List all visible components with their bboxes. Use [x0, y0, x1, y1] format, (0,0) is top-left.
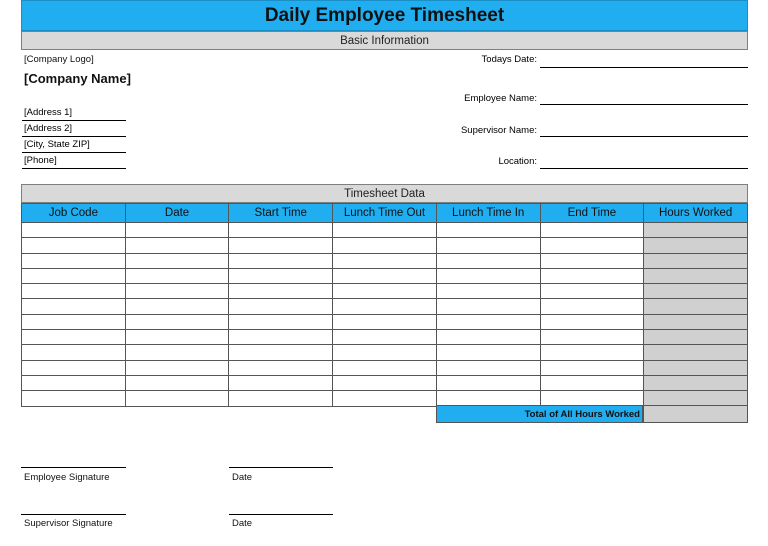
entry-cell[interactable] [229, 360, 333, 375]
entry-cell[interactable] [333, 330, 437, 345]
supervisor-signature-line[interactable] [21, 514, 126, 515]
table-row [22, 223, 748, 238]
company-name: [Company Name] [24, 71, 131, 86]
entry-cell[interactable] [125, 268, 229, 283]
entry-cell[interactable] [333, 223, 437, 238]
hours-worked-cell[interactable] [644, 375, 748, 390]
hours-worked-cell[interactable] [644, 314, 748, 329]
entry-cell[interactable] [229, 284, 333, 299]
entry-cell[interactable] [540, 360, 644, 375]
entry-cell[interactable] [125, 391, 229, 406]
hours-worked-cell[interactable] [644, 391, 748, 406]
basic-info-header: Basic Information [21, 31, 748, 50]
entry-cell[interactable] [229, 223, 333, 238]
location-label: Location: [498, 156, 537, 167]
entry-cell[interactable] [22, 253, 126, 268]
column-header-date: Date [125, 204, 229, 223]
entry-cell[interactable] [540, 345, 644, 360]
entry-cell[interactable] [229, 268, 333, 283]
entry-cell[interactable] [22, 238, 126, 253]
employee-name-label: Employee Name: [464, 93, 537, 104]
location-input[interactable] [540, 168, 748, 169]
entry-cell[interactable] [125, 314, 229, 329]
entry-cell[interactable] [22, 223, 126, 238]
table-row [22, 253, 748, 268]
table-row [22, 299, 748, 314]
employee-name-input[interactable] [540, 104, 748, 105]
entry-cell[interactable] [229, 238, 333, 253]
entry-cell[interactable] [125, 330, 229, 345]
entry-cell[interactable] [22, 360, 126, 375]
entry-cell[interactable] [436, 253, 540, 268]
entry-cell[interactable] [540, 238, 644, 253]
column-header-job-code: Job Code [22, 204, 126, 223]
entry-cell[interactable] [436, 345, 540, 360]
entry-cell[interactable] [540, 299, 644, 314]
hours-worked-cell[interactable] [644, 345, 748, 360]
total-hours-label: Total of All Hours Worked [436, 405, 643, 423]
entry-cell[interactable] [333, 360, 437, 375]
entry-cell[interactable] [436, 330, 540, 345]
employee-date-label: Date [232, 472, 253, 483]
employee-date-line[interactable] [229, 467, 333, 468]
table-row [22, 345, 748, 360]
entry-cell[interactable] [540, 253, 644, 268]
employee-signature-label: Employee Signature [24, 472, 110, 483]
entry-cell[interactable] [540, 223, 644, 238]
entry-cell[interactable] [333, 299, 437, 314]
total-hours-value [643, 405, 748, 423]
phone-field[interactable]: [Phone] [22, 153, 126, 169]
hours-worked-cell[interactable] [644, 284, 748, 299]
entry-cell[interactable] [22, 299, 126, 314]
supervisor-signature-label: Supervisor Signature [24, 518, 113, 529]
entry-cell[interactable] [436, 391, 540, 406]
entry-cell[interactable] [22, 391, 126, 406]
city-state-zip-field[interactable]: [City, State ZIP] [22, 137, 126, 153]
table-row [22, 268, 748, 283]
entry-cell[interactable] [229, 375, 333, 390]
table-row [22, 375, 748, 390]
hours-worked-cell[interactable] [644, 360, 748, 375]
entry-cell[interactable] [229, 391, 333, 406]
table-row [22, 360, 748, 375]
entry-cell[interactable] [436, 223, 540, 238]
column-header-end-time: End Time [540, 204, 644, 223]
entry-cell[interactable] [229, 345, 333, 360]
entry-cell[interactable] [22, 330, 126, 345]
supervisor-date-line[interactable] [229, 514, 333, 515]
entry-cell[interactable] [333, 314, 437, 329]
column-header-start-time: Start Time [229, 204, 333, 223]
hours-worked-cell[interactable] [644, 223, 748, 238]
hours-worked-cell[interactable] [644, 238, 748, 253]
entry-cell[interactable] [333, 253, 437, 268]
entry-cell[interactable] [540, 391, 644, 406]
supervisor-name-input[interactable] [540, 136, 748, 137]
entry-cell[interactable] [125, 223, 229, 238]
table-row [22, 314, 748, 329]
entry-cell[interactable] [22, 268, 126, 283]
entry-cell[interactable] [333, 375, 437, 390]
entry-cell[interactable] [333, 391, 437, 406]
entry-cell[interactable] [22, 284, 126, 299]
entry-cell[interactable] [125, 253, 229, 268]
hours-worked-cell[interactable] [644, 299, 748, 314]
entry-cell[interactable] [333, 238, 437, 253]
entry-cell[interactable] [333, 284, 437, 299]
entry-cell[interactable] [540, 375, 644, 390]
table-header-row [22, 204, 748, 223]
entry-cell[interactable] [125, 375, 229, 390]
entry-cell[interactable] [540, 330, 644, 345]
timesheet-table [21, 203, 748, 407]
todays-date-label: Todays Date: [481, 54, 537, 65]
entry-cell[interactable] [436, 360, 540, 375]
column-header-lunch-time-in: Lunch Time In [436, 204, 540, 223]
table-row [22, 284, 748, 299]
entry-cell[interactable] [229, 299, 333, 314]
entry-cell[interactable] [229, 253, 333, 268]
page-title: Daily Employee Timesheet [21, 0, 748, 31]
address1-field[interactable]: [Address 1] [22, 105, 126, 121]
todays-date-input[interactable] [540, 67, 748, 68]
supervisor-date-label: Date [232, 518, 253, 529]
column-header-lunch-time-out: Lunch Time Out [333, 204, 437, 223]
entry-cell[interactable] [125, 299, 229, 314]
entry-cell[interactable] [125, 360, 229, 375]
entry-cell[interactable] [540, 284, 644, 299]
entry-cell[interactable] [436, 284, 540, 299]
entry-cell[interactable] [125, 345, 229, 360]
timesheet-data-header: Timesheet Data [21, 184, 748, 203]
table-row [22, 330, 748, 345]
entry-cell[interactable] [229, 330, 333, 345]
entry-cell[interactable] [540, 314, 644, 329]
entry-cell[interactable] [22, 375, 126, 390]
table-row [22, 391, 748, 406]
entry-cell[interactable] [22, 345, 126, 360]
hours-worked-cell[interactable] [644, 330, 748, 345]
entry-cell[interactable] [125, 238, 229, 253]
hours-worked-cell[interactable] [644, 268, 748, 283]
entry-cell[interactable] [436, 299, 540, 314]
entry-cell[interactable] [22, 314, 126, 329]
column-header-hours-worked: Hours Worked [644, 204, 748, 223]
entry-cell[interactable] [540, 268, 644, 283]
entry-cell[interactable] [229, 314, 333, 329]
supervisor-name-label: Supervisor Name: [460, 125, 537, 136]
entry-cell[interactable] [125, 284, 229, 299]
entry-cell[interactable] [436, 238, 540, 253]
entry-cell[interactable] [436, 375, 540, 390]
hours-worked-cell[interactable] [644, 253, 748, 268]
address2-field[interactable]: [Address 2] [22, 121, 126, 137]
entry-cell[interactable] [333, 345, 437, 360]
employee-signature-line[interactable] [21, 467, 126, 468]
company-logo-placeholder: [Company Logo] [24, 54, 94, 65]
entry-cell[interactable] [436, 268, 540, 283]
entry-cell[interactable] [436, 314, 540, 329]
entry-cell[interactable] [333, 268, 437, 283]
table-row [22, 238, 748, 253]
